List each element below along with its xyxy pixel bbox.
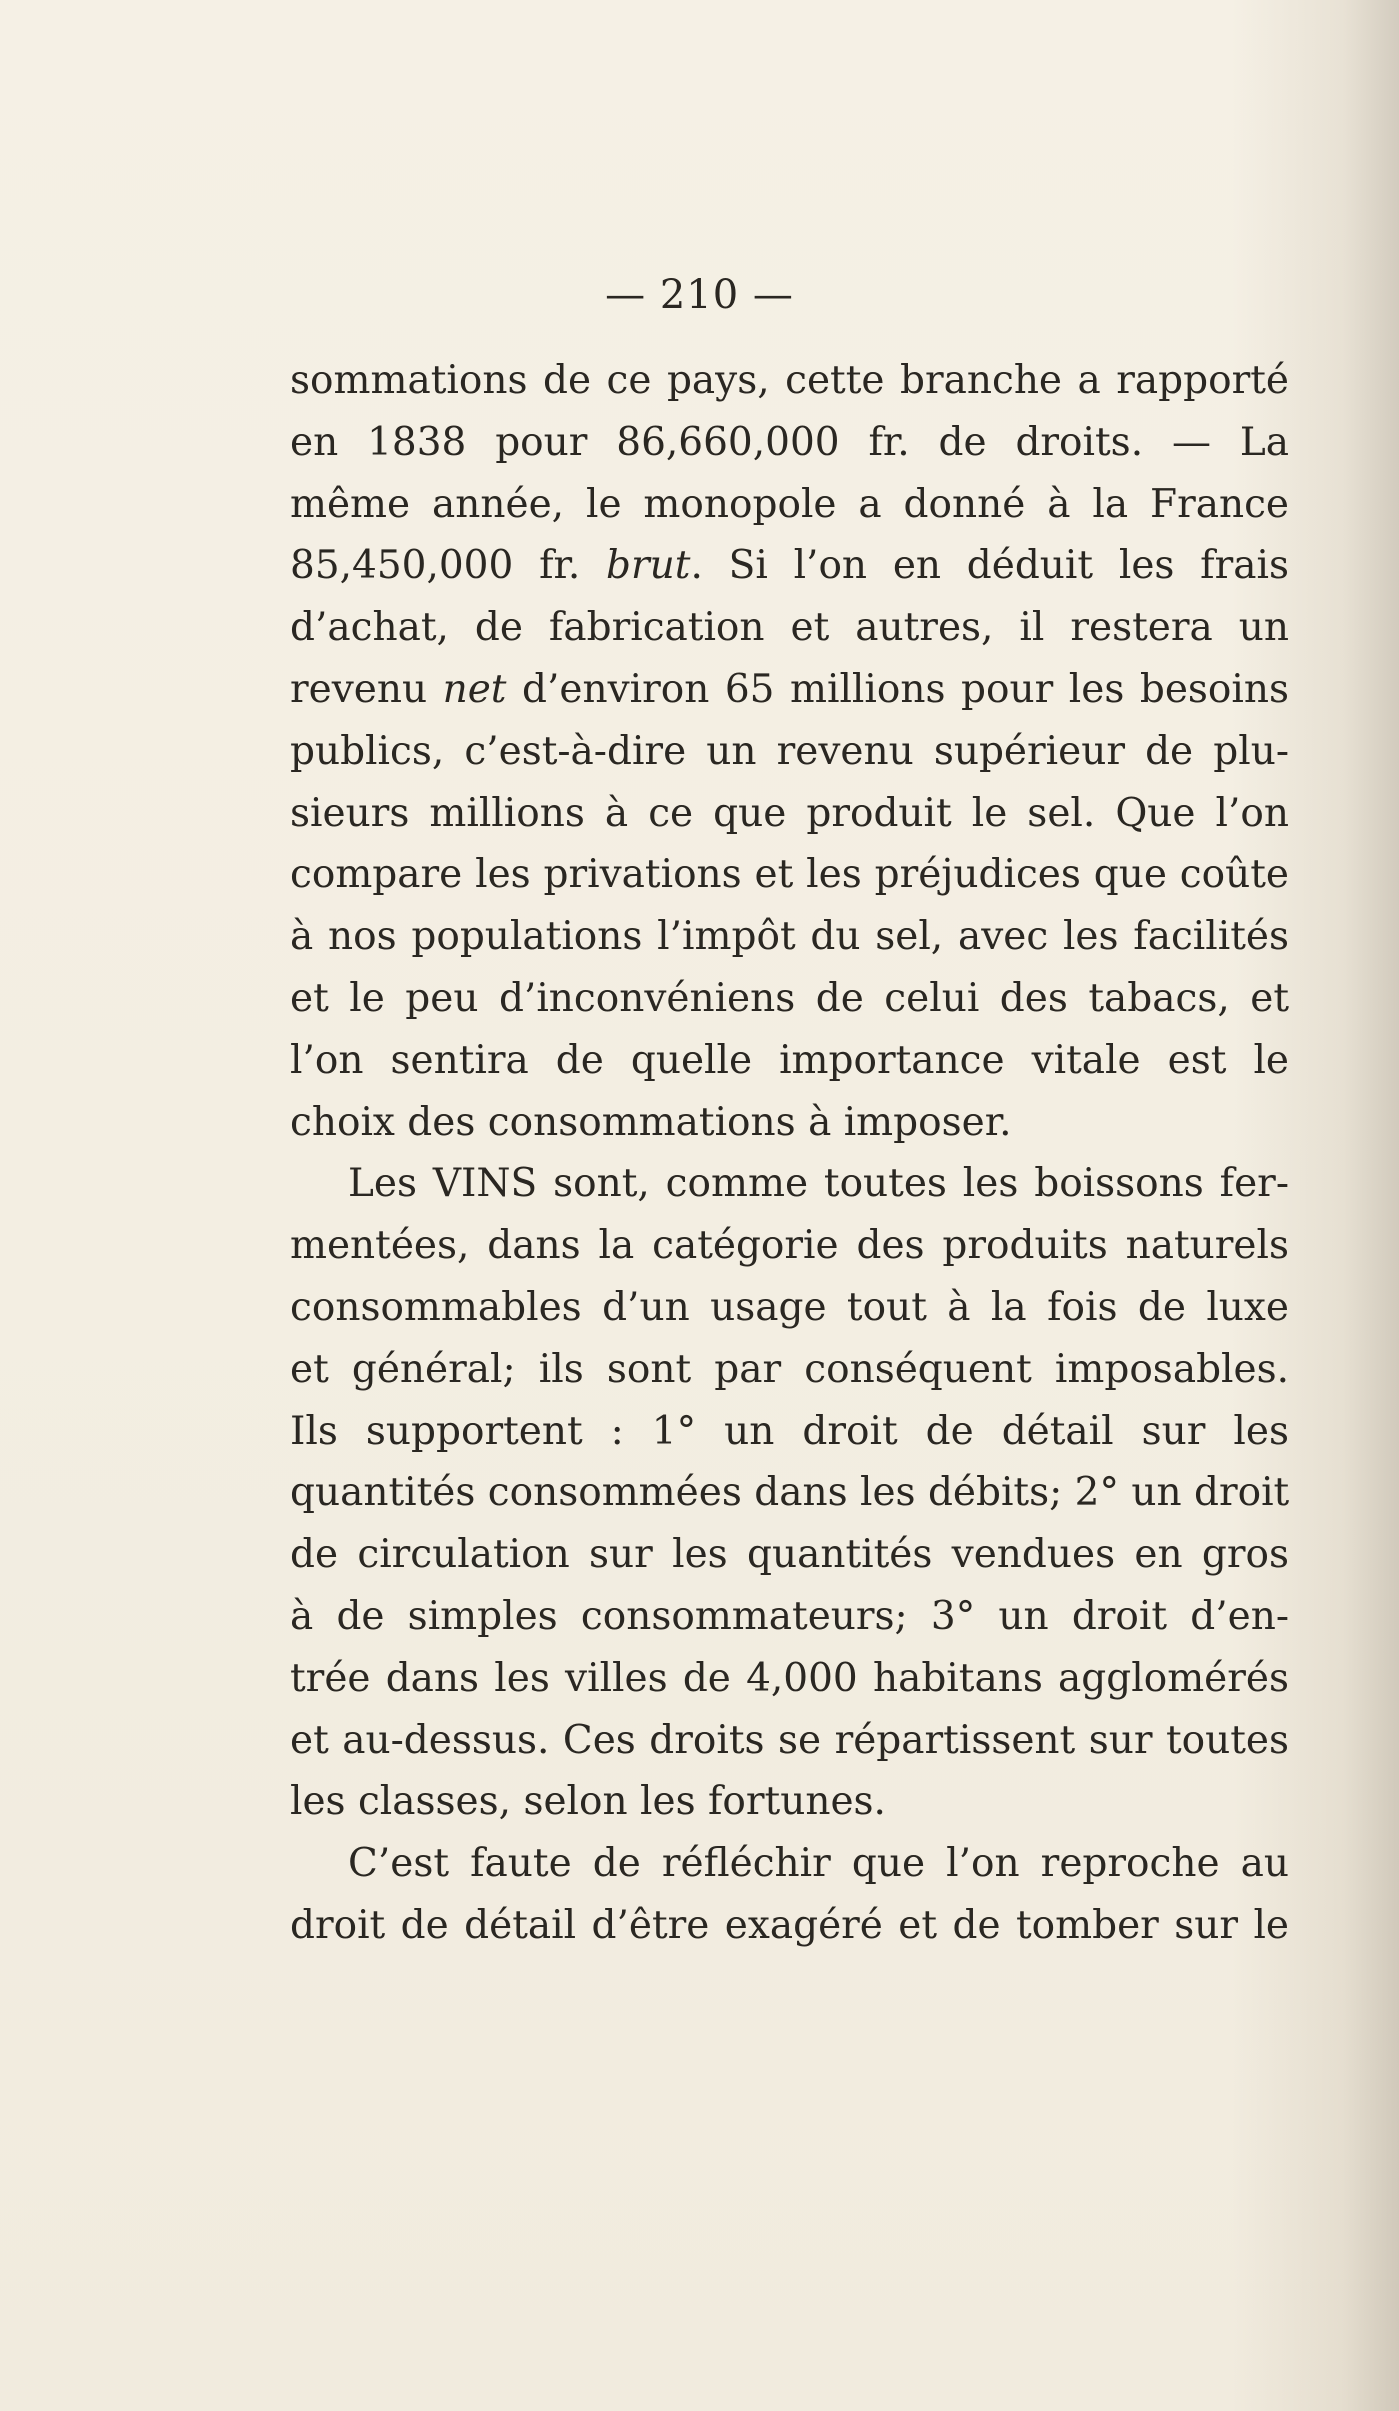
text-line — [290, 968, 1289, 1030]
text-line — [290, 1401, 1289, 1463]
line-text: publics, c’est-à-dire un revenu supérieur de plu- — [290, 728, 1289, 774]
line-text: mentées, dans la catégorie des produits naturels — [290, 1223, 1289, 1269]
line-text: sommations de ce pays, cette branche a rapporté — [290, 358, 1289, 403]
text-line — [290, 1215, 1289, 1277]
text-line — [290, 906, 1289, 968]
line-text: l’on sentira de quelle importance vitale est le — [290, 1037, 1289, 1083]
line-text: en 1838 pour 86,660,000 fr. de droits. — La — [290, 419, 1289, 465]
text-line — [290, 1524, 1289, 1586]
line-text: Les VINS sont, comme toutes les boissons fer- — [348, 1161, 1289, 1207]
body-text — [290, 350, 1289, 1957]
line-text: d’achat, de fabrication et autres, il restera un — [290, 605, 1289, 651]
line-text: droit de détail d’être exagéré et de tomber sur le — [290, 1902, 1289, 1948]
line-text: même année, le monopole a donné à la France — [290, 481, 1289, 527]
text-line — [290, 1092, 1289, 1154]
text-line — [290, 783, 1289, 845]
text-line — [290, 1339, 1289, 1401]
text-line — [290, 474, 1289, 536]
text-line — [290, 659, 1289, 721]
text-line — [290, 1153, 1289, 1215]
line-text: et le peu d’inconvéniens de celui des tabacs, et — [290, 975, 1289, 1021]
text-line — [290, 844, 1289, 906]
line-text: compare les privations et les préjudices que coûte — [290, 852, 1289, 898]
text-line — [290, 535, 1289, 597]
line-text: d’environ 65 millions pour les besoins — [506, 666, 1290, 712]
text-line — [290, 597, 1289, 659]
italic-word: brut — [606, 543, 691, 589]
text-line — [290, 1648, 1289, 1710]
text-line — [290, 1586, 1289, 1648]
text-line — [290, 721, 1289, 783]
page-number: — 210 — — [605, 272, 794, 318]
line-text: Ils supportent : 1° un droit de détail sur les — [290, 1408, 1289, 1454]
line-text: et général; ils sont par conséquent imposables. — [290, 1346, 1289, 1392]
line-text: consommables d’un usage tout à la fois de luxe — [290, 1284, 1289, 1330]
text-line — [290, 1710, 1289, 1772]
line-text: quantités consommées dans les débits; 2° un droit — [290, 1470, 1290, 1516]
italic-word: net — [442, 666, 507, 712]
line-text: choix des consommations à imposer. — [290, 1099, 1012, 1145]
paragraph — [290, 1833, 1289, 1957]
line-text: à de simples consommateurs; 3° un droit d’en- — [290, 1593, 1289, 1639]
line-text: revenu — [290, 666, 443, 712]
text-line — [290, 412, 1289, 474]
text-line — [290, 1462, 1289, 1524]
text-line — [290, 1895, 1289, 1957]
line-text: de circulation sur les quantités vendues en gros — [290, 1532, 1289, 1578]
line-text: et au-dessus. Ces droits se répartissent sur toutes — [290, 1717, 1289, 1763]
paragraph — [290, 1153, 1289, 1833]
line-text: 85,450,000 fr. — [290, 543, 607, 589]
paragraph — [290, 350, 1289, 1153]
line-text: C’est faute de réfléchir que l’on reproche au — [348, 1841, 1289, 1887]
line-text: . Si l’on en déduit les frais — [690, 543, 1289, 589]
line-text: sieurs millions à ce que produit le sel. Que l’on — [290, 790, 1289, 836]
line-text: les classes, selon les fortunes. — [290, 1779, 886, 1825]
text-line — [290, 1277, 1289, 1339]
text-line — [290, 1030, 1289, 1092]
text-line — [290, 350, 1289, 412]
line-text: à nos populations l’impôt du sel, avec les facilités — [290, 914, 1289, 960]
line-text: trée dans les villes de 4,000 habitans agglomérés — [290, 1655, 1289, 1701]
text-line — [290, 1833, 1289, 1895]
text-line — [290, 1771, 1289, 1833]
